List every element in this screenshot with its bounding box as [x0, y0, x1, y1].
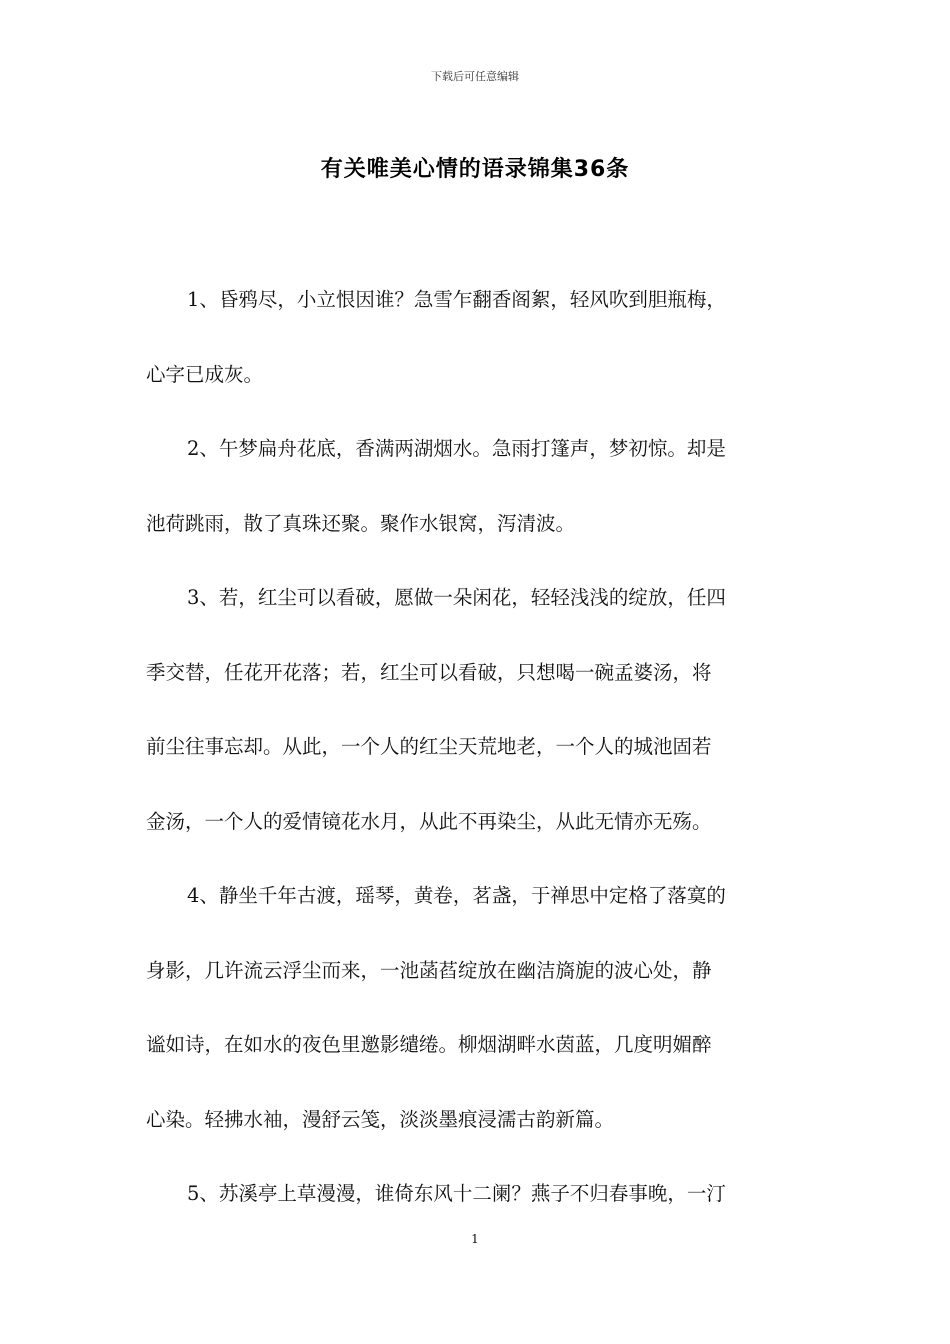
header-note: 下载后可任意编辑 [431, 70, 519, 83]
text-line: 池荷跳雨，散了真珠还聚。聚作水银窝，泻清波。 [146, 512, 576, 535]
text-line: 身影，几许流云浮尘而来，一池菡萏绽放在幽洁旖旎的波心处，静 [146, 959, 712, 982]
text-line: 前尘往事忘却。从此，一个人的红尘天荒地老，一个人的城池固若 [146, 735, 712, 758]
text-line: 金汤，一个人的爱情镜花水月，从此不再染尘，从此无情亦无殇。 [146, 810, 712, 833]
page-number: 1 [471, 1232, 479, 1246]
text-line: 1、昏鸦尽，小立恨因谁？急雪乍翻香阁絮，轻风吹到胆瓶梅， [187, 288, 726, 311]
document-title: 有关唯美心情的语录锦集36条 [320, 157, 630, 182]
text-line: 2、午梦扁舟花底，香满两湖烟水。急雨打篷声，梦初惊。却是 [187, 437, 726, 460]
text-line: 心字已成灰。 [146, 363, 264, 386]
text-line: 季交替，任花开花落；若，红尘可以看破，只想喝一碗孟婆汤，将 [146, 661, 712, 684]
text-line: 4、静坐千年古渡，瑶琴，黄卷，茗盏，于禅思中定格了落寞的 [187, 884, 726, 907]
text-line: 谧如诗，在如水的夜色里邀影缱绻。柳烟湖畔水茵蓝，几度明媚醉 [146, 1033, 712, 1056]
text-line: 心染。轻拂水袖，漫舒云笺，淡淡墨痕浸濡古韵新篇。 [146, 1108, 615, 1131]
text-line: 5、苏溪亭上草漫漫，谁倚东风十二阑？燕子不归春事晚，一汀 [187, 1182, 726, 1205]
text-line: 3、若，红尘可以看破，愿做一朵闲花，轻轻浅浅的绽放，任四 [187, 586, 726, 609]
